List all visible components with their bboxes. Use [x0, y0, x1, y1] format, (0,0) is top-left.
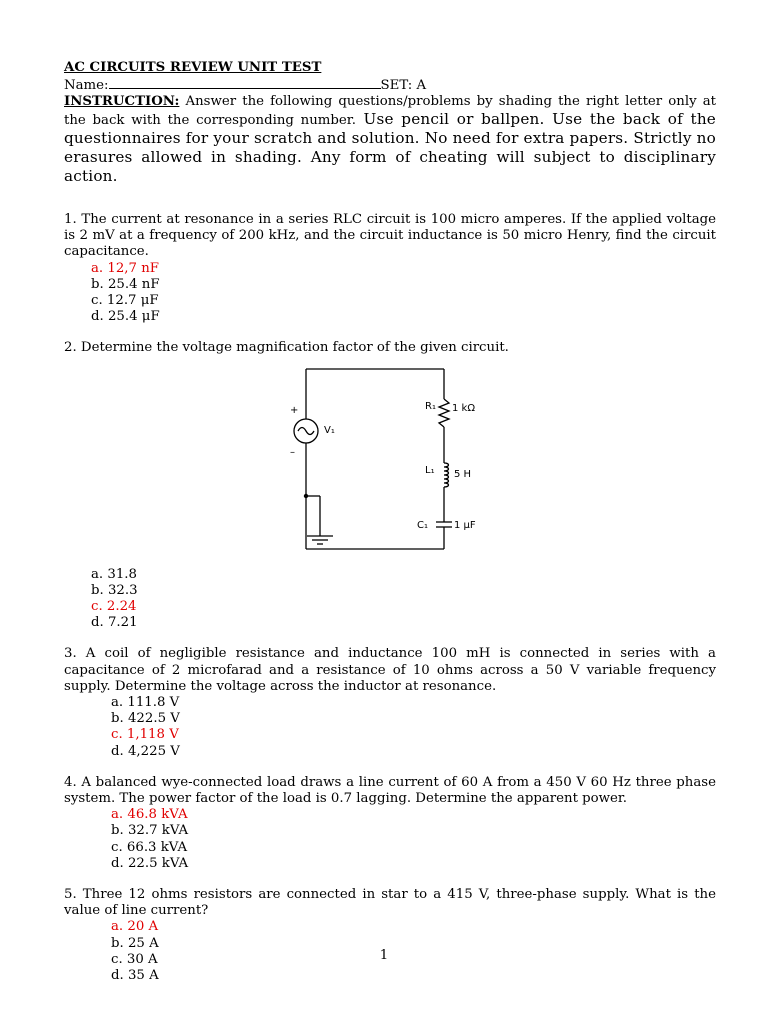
page-number: 1 [379, 948, 389, 963]
choice-2c: c. 2.24 [91, 599, 137, 615]
choice-2a: a. 31.8 [91, 566, 137, 582]
question-5: 5. Three 12 ohms resistors are connected in star to a 415 V, three-phase supply. What is the value of line current? [64, 887, 716, 919]
resistor-zigzag [439, 399, 449, 427]
choice-3b: b. 422.5 V [111, 711, 180, 727]
choice-5c: c. 30 A [111, 951, 158, 967]
ac-wave [298, 427, 314, 434]
capacitor-label: C₁ [417, 519, 428, 531]
choices-4 [111, 807, 716, 872]
choice-5d: d. 35 A [111, 968, 159, 984]
resistor-value: 1 kΩ [452, 402, 475, 414]
choice-1c: c. 12.7 μF [91, 293, 159, 309]
choice-3d: d. 4,225 V [111, 743, 180, 759]
name-label: Name: [64, 78, 109, 93]
choices-2 [91, 567, 716, 632]
resistor-label: R₁ [425, 400, 436, 412]
question-1: 1. The current at resonance in a series RLC circuit is 100 micro amperes. If the applied voltage is 2 mV at a frequency of 200 kHz, and the circuit inductance is 50 micro Henry, find the circuit capacitance. [64, 212, 716, 260]
question-3: 3. A coil of negligible resistance and inductance 100 mH is connected in series with a capacitance of 2 microfarad and a resistance of 10 ohms across a 50 V variable frequency supply. Determine the voltage across the inductor at resonance. [64, 646, 716, 694]
name-line [64, 76, 716, 94]
source-label: V₁ [324, 424, 335, 436]
choice-1d: d. 25.4 μF [91, 309, 160, 325]
choices-1 [91, 261, 716, 326]
choice-1b: b. 25.4 nF [91, 276, 160, 292]
instruction-label: INSTRUCTION: [64, 94, 180, 109]
choice-3a: a. 111.8 V [111, 695, 180, 711]
test-page [64, 60, 716, 984]
choice-5b: b. 25 A [111, 935, 159, 951]
set-label: SET: A [380, 78, 427, 93]
choice-5a: a. 20 A [111, 919, 159, 935]
choices-3 [111, 695, 716, 760]
source-plus: + [290, 404, 299, 416]
question-4: 4. A balanced wye-connected load draws a line current of 60 A from a 450 V 60 Hz three phase system. The power factor of the load is 0.7 lagging. Determine the apparent power. [64, 774, 716, 807]
choice-3c: c. 1,118 V [111, 727, 179, 743]
inductor-coil [444, 463, 449, 487]
name-underline-2 [251, 76, 381, 89]
instruction-text-2: Use pencil or ballpen. Use the back of the questionnaires for your scratch and solution. No need for extra papers. Strictly no erasures allowed in shading. Any form of cheating will subject to disciplinary action. [64, 110, 716, 185]
inductor-value: 5 H [454, 468, 472, 480]
choice-4a: a. 46.8 kVA [111, 807, 188, 823]
circuit-diagram [64, 359, 716, 567]
inductor-label: L₁ [425, 464, 435, 476]
instructions [64, 94, 716, 186]
test-title: AC CIRCUITS REVIEW UNIT TEST [64, 60, 322, 75]
choice-4d: d. 22.5 kVA [111, 855, 189, 871]
choice-4b: b. 32.7 kVA [111, 823, 189, 839]
question-2: 2. Determine the voltage magnification factor of the given circuit. [64, 340, 509, 356]
circuit-svg [64, 359, 716, 567]
instruction-text-1: Answer the following questions/problems by shading the right letter only at the back with the corresponding number. [64, 94, 716, 128]
choice-1a: a. 12,7 nF [91, 260, 160, 276]
choice-2b: b. 32.3 [91, 582, 138, 598]
choice-2d: d. 7.21 [91, 615, 138, 631]
name-underline-1 [109, 76, 257, 89]
source-minus: – [290, 446, 295, 458]
junction-dot [304, 493, 308, 497]
capacitor-value: 1 μF [454, 519, 476, 531]
choice-4c: c. 66.3 kVA [111, 839, 188, 855]
